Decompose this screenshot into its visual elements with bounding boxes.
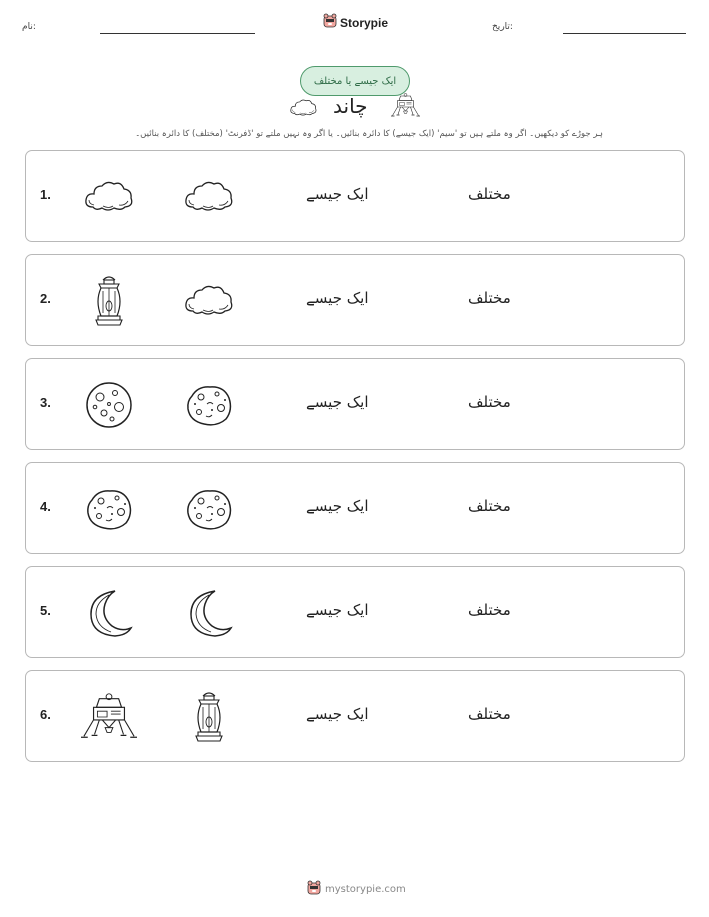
- cloud-icon: [181, 273, 237, 329]
- storypie-logo-icon: [307, 880, 321, 899]
- same-option[interactable]: ایک جیسے: [306, 601, 369, 619]
- title-row: [0, 92, 709, 122]
- cloud-icon: [181, 169, 237, 225]
- exercise-row: [25, 462, 685, 554]
- different-option[interactable]: مختلف: [468, 497, 511, 515]
- date-label: تاریخ:: [492, 22, 513, 32]
- name-line: [100, 33, 255, 34]
- row-number: 2.: [40, 291, 51, 306]
- crescent-moon-icon: [181, 585, 237, 641]
- different-option[interactable]: مختلف: [468, 289, 511, 307]
- full-moon-icon: [81, 377, 137, 433]
- exercise-row: [25, 150, 685, 242]
- different-option[interactable]: مختلف: [468, 705, 511, 723]
- brand-name: Storypie: [340, 15, 389, 30]
- date-line: [563, 33, 686, 34]
- instructions: ہر جوڑے کو دیکھیں۔ اگر وہ ملتے ہیں تو 'سیم' (ایک جیسے) کا دائرہ بنائیں۔ یا اگر وہ نہیں ملتے تو 'ڈفرنٹ' (مختلف) کا دائرہ بنائیں۔: [135, 129, 603, 139]
- moon-rock-icon: [181, 377, 237, 433]
- row-number: 6.: [40, 707, 51, 722]
- footer: [307, 880, 406, 899]
- lunar-lander-icon: [391, 92, 420, 123]
- cloud-icon: [81, 169, 137, 225]
- moon-rock-icon: [81, 481, 137, 537]
- cloud-icon: [289, 97, 318, 123]
- row-number: 5.: [40, 603, 51, 618]
- different-option[interactable]: مختلف: [468, 185, 511, 203]
- moon-rock-icon: [181, 481, 237, 537]
- page-title: چاند: [333, 94, 368, 118]
- same-option[interactable]: ایک جیسے: [306, 393, 369, 411]
- same-option[interactable]: ایک جیسے: [306, 705, 369, 723]
- row-number: 3.: [40, 395, 51, 410]
- crescent-moon-icon: [81, 585, 137, 641]
- same-option[interactable]: ایک جیسے: [306, 185, 369, 203]
- footer-website: mystorypie.com: [325, 884, 406, 895]
- worksheet-header: [0, 0, 709, 40]
- lantern-icon: [181, 689, 237, 745]
- exercise-row: [25, 254, 685, 346]
- lantern-icon: [81, 273, 137, 329]
- lunar-lander-icon: [81, 689, 137, 745]
- row-number: 1.: [40, 187, 51, 202]
- same-option[interactable]: ایک جیسے: [306, 497, 369, 515]
- different-option[interactable]: مختلف: [468, 601, 511, 619]
- exercise-row: [25, 566, 685, 658]
- exercise-row: [25, 358, 685, 450]
- same-option[interactable]: ایک جیسے: [306, 289, 369, 307]
- name-label: نام:: [22, 22, 36, 32]
- worksheet-type-badge: ایک جیسے یا مختلف: [300, 66, 410, 96]
- brand: [323, 13, 388, 32]
- storypie-logo-icon: [323, 13, 337, 32]
- different-option[interactable]: مختلف: [468, 393, 511, 411]
- exercise-row: [25, 670, 685, 762]
- row-number: 4.: [40, 499, 51, 514]
